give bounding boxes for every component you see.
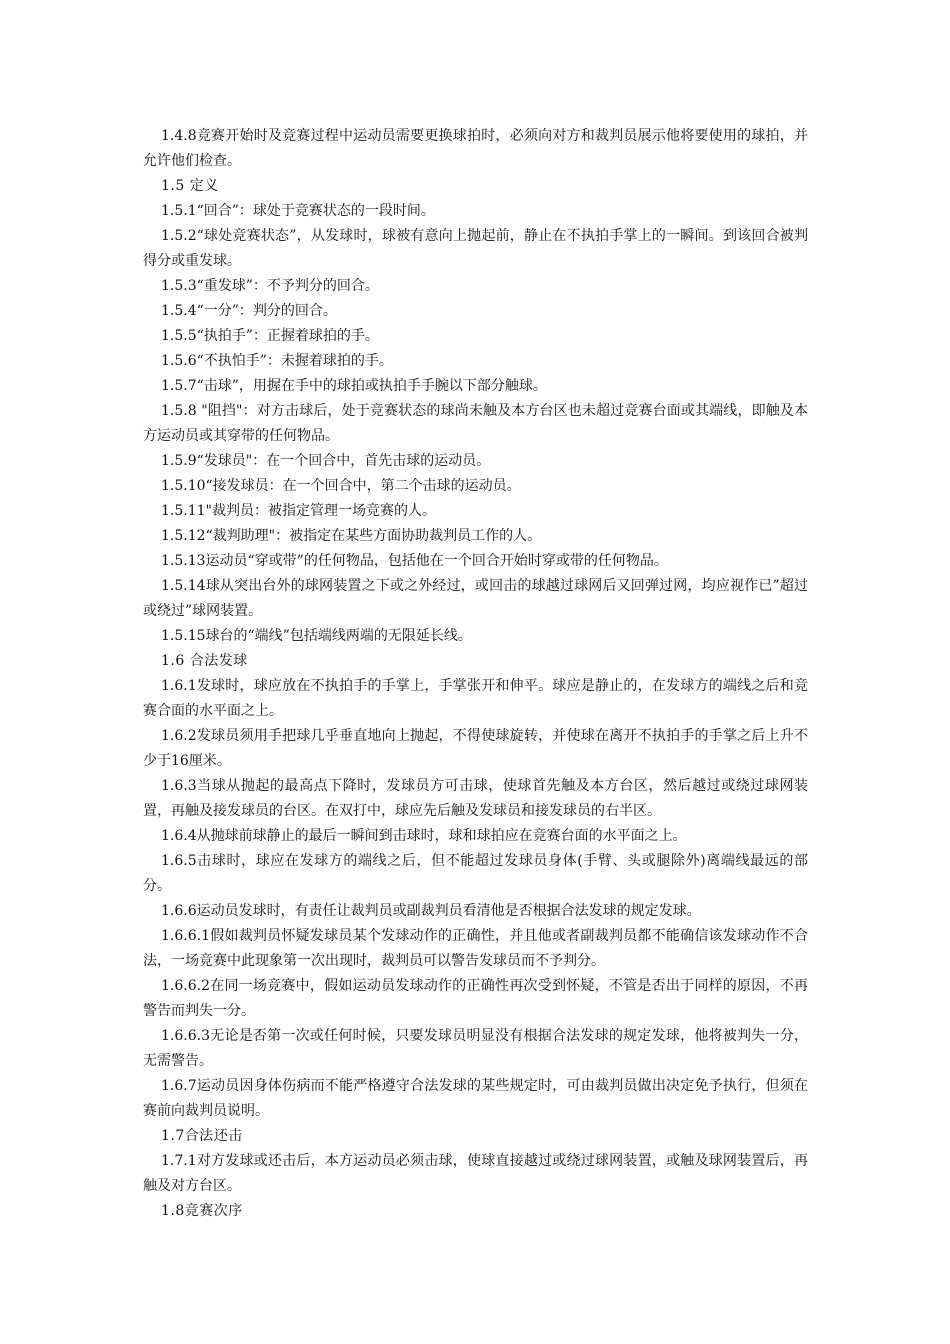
- clause-1-6-4: 1.6.4从抛球前球静止的最后一瞬间到击球时，球和球拍应在竞赛台面的水平面之上。: [161, 828, 687, 844]
- clause-1-5-14: 1.5.14球从突出台外的球网装置之下或之外经过，或回击的球越过球网后又回弹过网，均应视作已”超过或绕过”球网装置。: [143, 578, 808, 619]
- clause-1-4-8: 1.4.8竞赛开始时及竞赛过程中运动员需要更换球拍时，必须向对方和裁判员展示他将要使用的球拍，并允许他们检查。: [143, 128, 808, 169]
- document-body: [143, 124, 808, 1224]
- clause-1-5-4: 1.5.4“一分”：判分的回合。: [161, 303, 337, 319]
- section-heading-1-5: 1.5 定义: [161, 178, 219, 194]
- section-heading-1-7: 1.7合法还击: [161, 1128, 243, 1144]
- clause-1-6-5: 1.6.5击球时，球应在发球方的端线之后，但不能超过发球员身体(手臂、头或腿除外)离端线最远的部分。: [143, 853, 808, 894]
- clause-1-7-1: 1.7.1对方发球或还击后，本方运动员必须击球，使球直接越过或绕过球网装置，或触及球网装置后，再触及对方台区。: [143, 1153, 808, 1194]
- clause-1-6-7: 1.6.7运动员因身体伤病而不能严格遵守合法发球的某些规定时，可由裁判员做出决定免予执行，但须在赛前向裁判员说明。: [143, 1078, 808, 1119]
- clause-1-6-6-1: 1.6.6.1假如裁判员怀疑发球员某个发球动作的正确性，并且他或者副裁判员都不能确信该发球动作不合法，一场竞赛中此现象第一次出现时，裁判员可以警告发球员而不予判分。: [143, 928, 808, 969]
- clause-1-5-9: 1.5.9“发球员"：在一个回合中，首先击球的运动员。: [161, 453, 491, 469]
- clause-1-6-6: 1.6.6运动员发球时，有责任让裁判员或副裁判员看清他是否根据合法发球的规定发球。: [161, 903, 701, 919]
- clause-1-5-7: 1.5.7“击球”，用握在手中的球拍或执拍手手腕以下部分触球。: [161, 378, 547, 394]
- clause-1-6-3: 1.6.3当球从抛起的最高点下降时，发球员方可击球，使球首先触及本方台区，然后越过或绕过球网装置，再触及接发球员的台区。在双打中，球应先后触及发球员和接发球员的右半区。: [143, 778, 808, 819]
- clause-1-6-2: 1.6.2发球员须用手把球几乎垂直地向上抛起，不得使球旋转，并使球在离开不执拍手的手掌之后上升不少于16厘米。: [143, 728, 808, 769]
- section-heading-1-8: 1.8竞赛次序: [161, 1203, 243, 1219]
- clause-1-5-15: 1.5.15球台的“端线”包括端线两端的无限延长线。: [161, 628, 472, 644]
- clause-1-6-6-2: 1.6.6.2在同一场竞赛中，假如运动员发球动作的正确性再次受到怀疑，不管是否出于同样的原因，不再警告而判失一分。: [143, 978, 808, 1019]
- clause-1-5-2: 1.5.2“球处竞赛状态”，从发球时，球被有意向上抛起前，静止在不执拍手掌上的一瞬间。到该回合被判得分或重发球。: [143, 228, 808, 269]
- clause-1-6-1: 1.6.1发球时，球应放在不执拍手的手掌上，手掌张开和伸平。球应是静止的，在发球方的端线之后和竞赛合面的水平面之上。: [143, 678, 808, 719]
- clause-1-5-1: 1.5.1“回合”：球处于竞赛状态的一段时间。: [161, 203, 435, 219]
- clause-1-5-12: 1.5.12“裁判助理"：被指定在某些方面协助裁判员工作的人。: [161, 528, 542, 544]
- clause-1-5-10: 1.5.10“接发球员：在一个回合中，第二个击球的运动员。: [161, 478, 521, 494]
- clause-1-5-8: 1.5.8 "阻挡"：对方击球后，处于竞赛状态的球尚未触及本方台区也未超过竞赛台面或其端线，即触及本方运动员或其穿带的任何物品。: [143, 403, 808, 444]
- clause-1-5-5: 1.5.5“执拍手”：正握着球拍的手。: [161, 328, 379, 344]
- clause-1-5-11: 1.5.11"裁判员：被指定管理一场竞赛的人。: [161, 503, 436, 519]
- clause-1-5-13: 1.5.13运动员“穿或带”的任何物品，包括他在一个回合开始时穿或带的任何物品。: [161, 553, 668, 569]
- clause-1-6-6-3: 1.6.6.3无论是否第一次或任何时候，只要发球员明显没有根据合法发球的规定发球，他将被判失一分，无需警告。: [143, 1028, 808, 1069]
- clause-1-5-6: 1.5.6“不执怕手”：未握着球拍的手。: [161, 353, 393, 369]
- clause-1-5-3: 1.5.3“重发球”：不予判分的回合。: [161, 278, 379, 294]
- section-heading-1-6: 1.6 合法发球: [161, 653, 248, 669]
